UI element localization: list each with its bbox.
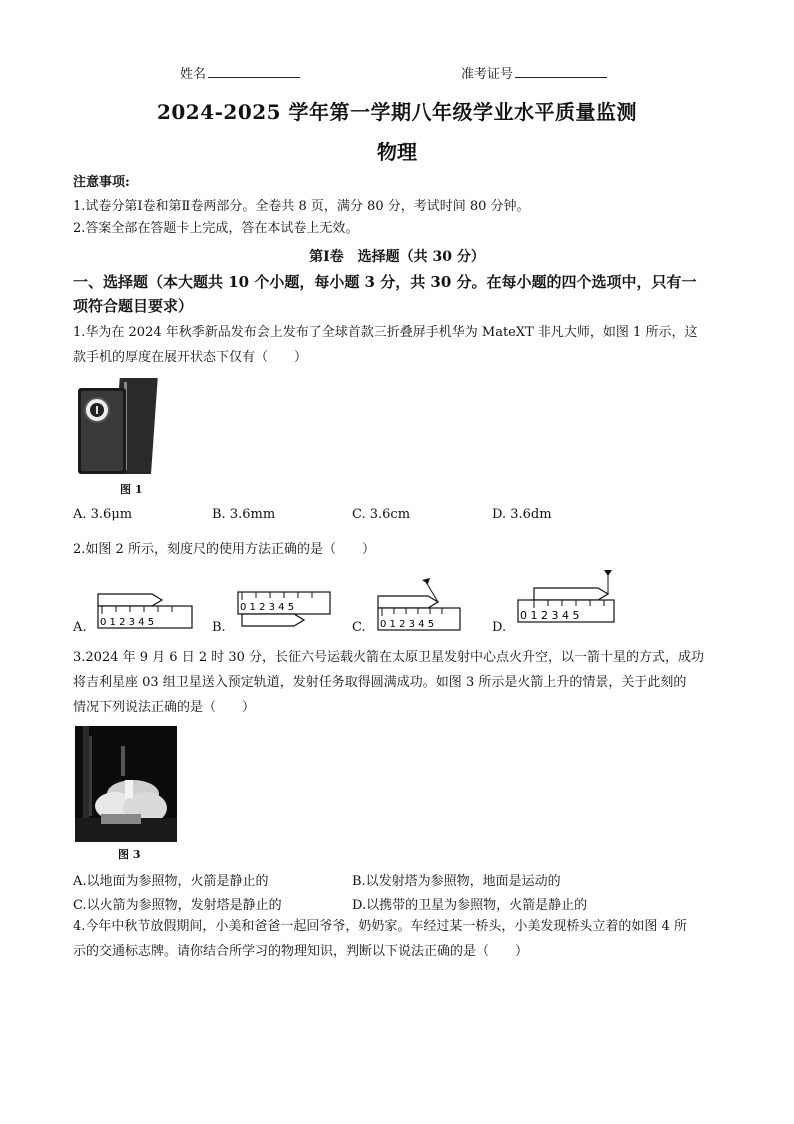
q2-option-d: D. — [492, 620, 507, 635]
question-4-stem — [73, 914, 723, 964]
figure-3-rocket-image — [75, 726, 177, 842]
ruler-option-b-figure — [234, 588, 334, 634]
name-label: 姓名 — [180, 67, 207, 82]
q1-option-c: C. 3.6cm — [352, 507, 411, 522]
name-field — [180, 63, 300, 82]
q3-option-b: B.以发射塔为参照物，地面是运动的 — [352, 874, 561, 889]
q2-option-a: A. — [73, 620, 87, 635]
q1-option-d: D. 3.6dm — [492, 507, 552, 522]
ruler-c-numbers: 0 1 2 3 4 5 — [380, 619, 435, 630]
notice-item-2: 2.答案全部在答题卡上完成，答在本试卷上无效。 — [73, 221, 359, 236]
subject-title: 物理 — [377, 140, 417, 164]
notice-heading: 注意事项: — [73, 175, 130, 190]
q3-option-a: A.以地面为参照物，火箭是静止的 — [73, 874, 269, 889]
q2-option-b: B. — [212, 620, 226, 635]
exam-id-label: 准考证号 — [461, 67, 514, 82]
q2-option-c: C. — [352, 620, 366, 635]
figure-1-phone-image — [74, 374, 164, 478]
question-3-line1: 3.2024 年 9 月 6 日 2 时 30 分，长征六号运载火箭在太原卫星发射中心点火升空，以一箭十星的方式，成功 — [73, 650, 705, 665]
q1-option-a: A. 3.6μm — [73, 507, 133, 522]
notice-item-1: 1.试卷分第Ⅰ卷和第Ⅱ卷两部分。全卷共 8 页，满分 80 分，考试时间 80 分钟。 — [73, 199, 530, 214]
question-1-stem — [73, 320, 723, 370]
part1-heading-line2: 项符合题目要求） — [73, 297, 194, 315]
exam-id-blank — [515, 65, 607, 78]
exam-id-field — [461, 63, 607, 82]
ruler-a-numbers: 0 1 2 3 4 5 — [100, 617, 155, 628]
q3-option-c: C.以火箭为参照物，发射塔是静止的 — [73, 898, 282, 913]
ruler-b-numbers: 0 1 2 3 4 5 — [240, 602, 295, 613]
question-1-line1: 1.华为在 2024 年秋季新品发布会上发布了全球首款三折叠屏手机华为 MateXT 非凡大师，如图 1 所示，这 — [73, 325, 698, 340]
ruler-d-numbers: 0 1 2 3 4 5 — [520, 609, 580, 622]
question-1-line2: 款手机的厚度在展开状态下仅有（ ） — [73, 350, 308, 365]
section1-heading: 第Ⅰ卷 选择题（共 30 分） — [309, 249, 485, 265]
exam-title: 2024-2025 学年第一学期八年级学业水平质量监测 — [156, 100, 638, 124]
part1-heading-line1: 一、选择题（本大题共 10 个小题，每小题 3 分，共 30 分。在每小题的四个选项中，只有一 — [73, 273, 697, 291]
part1-heading — [73, 270, 723, 318]
question-3-line2: 将吉利星座 03 组卫星送入预定轨道，发射任务取得圆满成功。如图 3 所示是火箭上升的情景，关于此刻的 — [73, 675, 687, 690]
question-4-line2: 示的交通标志牌。请你结合所学习的物理知识，判断以下说法正确的是（ ） — [73, 944, 529, 959]
question-3-stem — [73, 645, 723, 720]
q3-option-d: D.以携带的卫星为参照物，火箭是静止的 — [352, 898, 588, 913]
figure-1-caption: 图 1 — [120, 483, 143, 496]
ruler-option-d-figure — [514, 566, 618, 634]
question-2-stem: 2.如图 2 所示，刻度尺的使用方法正确的是（ ） — [73, 542, 375, 557]
question-3-line3: 情况下列说法正确的是（ ） — [73, 700, 256, 715]
name-blank — [208, 65, 300, 78]
question-4-line1: 4.今年中秋节放假期间，小美和爸爸一起回爷爷，奶奶家。车经过某一桥头，小美发现桥头立着的如图 4 所 — [73, 919, 687, 934]
ruler-option-a-figure — [96, 588, 196, 634]
q1-option-b: B. 3.6mm — [212, 507, 276, 522]
figure-3-caption: 图 3 — [118, 848, 141, 861]
ruler-option-c-figure — [374, 576, 464, 634]
